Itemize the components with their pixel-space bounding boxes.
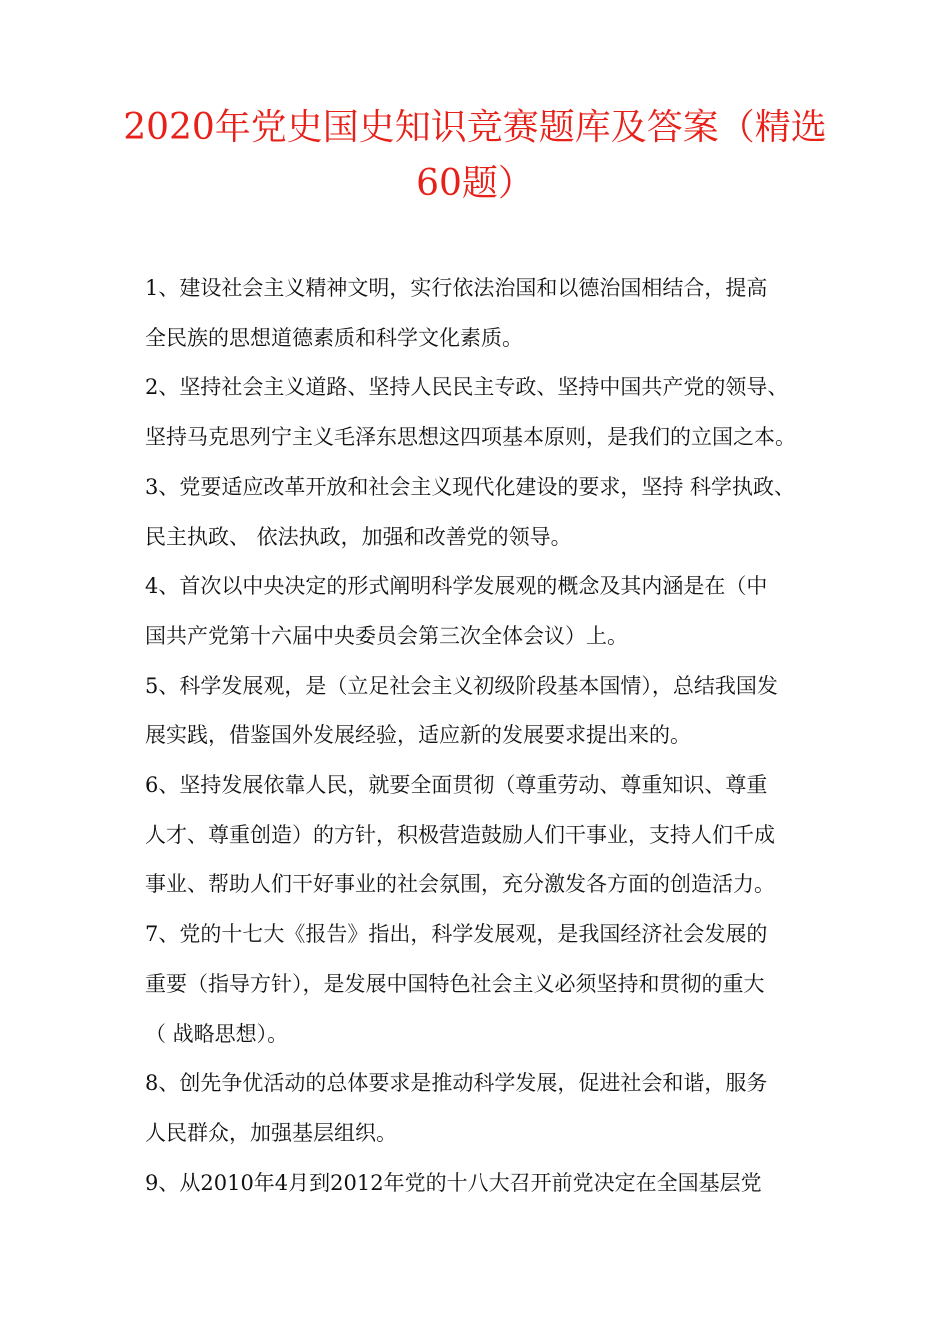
text-line: 9、从2010年4月到2012年党的十八大召开前党决定在全国基层党 xyxy=(145,1170,762,1195)
text-line: 人才、尊重创造）的方针，积极营造鼓励人们干事业，支持人们千成 xyxy=(145,822,775,847)
text-line: 5、科学发展观，是（立足社会主义初级阶段基本国情），总结我国发 xyxy=(145,673,778,698)
text-line: 全民族的思想道德素质和科学文化素质。 xyxy=(145,325,523,350)
text-line: 人民群众，加强基层组织。 xyxy=(145,1120,397,1145)
text-line: 4、首次以中央决定的形式阐明科学发展观的概念及其内涵是在（中 xyxy=(145,574,768,599)
text-line: 8、创先争优活动的总体要求是推动科学发展，促进社会和谐，服务 xyxy=(145,1071,768,1096)
text-line: 坚持马克思列宁主义毛泽东思想这四项基本原则，是我们的立国之本。 xyxy=(145,425,796,450)
text-line: 7、党的十七大《报告》指出，科学发展观，是我国经济社会发展的 xyxy=(145,922,768,947)
text-line: （ 战略思想）。 xyxy=(145,1021,289,1046)
text-line: 国共产党第十六届中央委员会第三次全体会议）上。 xyxy=(145,623,628,648)
document-body xyxy=(145,264,820,1208)
title-line-1: 2020年党史国史知识竞赛题库及答案（精选 xyxy=(123,107,827,148)
title-line-2: 60题） xyxy=(416,163,534,204)
text-line: 1、建设社会主义精神文明，实行依法治国和以德治国相结合，提高 xyxy=(145,276,768,300)
text-line: 民主执政、 依法执政，加强和改善党的领导。 xyxy=(145,524,572,549)
text-line: 6、坚持发展依靠人民，就要全面贯彻（尊重劳动、尊重知识、尊重 xyxy=(145,773,768,798)
text-line: 2、坚持社会主义道路、坚持人民民主专政、坚持中国共产党的领导、 xyxy=(145,375,789,400)
text-line: 事业、帮助人们干好事业的社会氛围，充分激发各方面的创造活力。 xyxy=(145,872,775,897)
document-title xyxy=(100,100,850,212)
text-line: 重要（指导方针），是发展中国特色社会主义必须坚持和贯彻的重大 xyxy=(145,971,765,996)
text-line: 3、党要适应改革开放和社会主义现代化建设的要求，坚持 科学执政、 xyxy=(145,474,796,499)
text-line: 展实践，借鉴国外发展经验，适应新的发展要求提出来的。 xyxy=(145,723,691,748)
